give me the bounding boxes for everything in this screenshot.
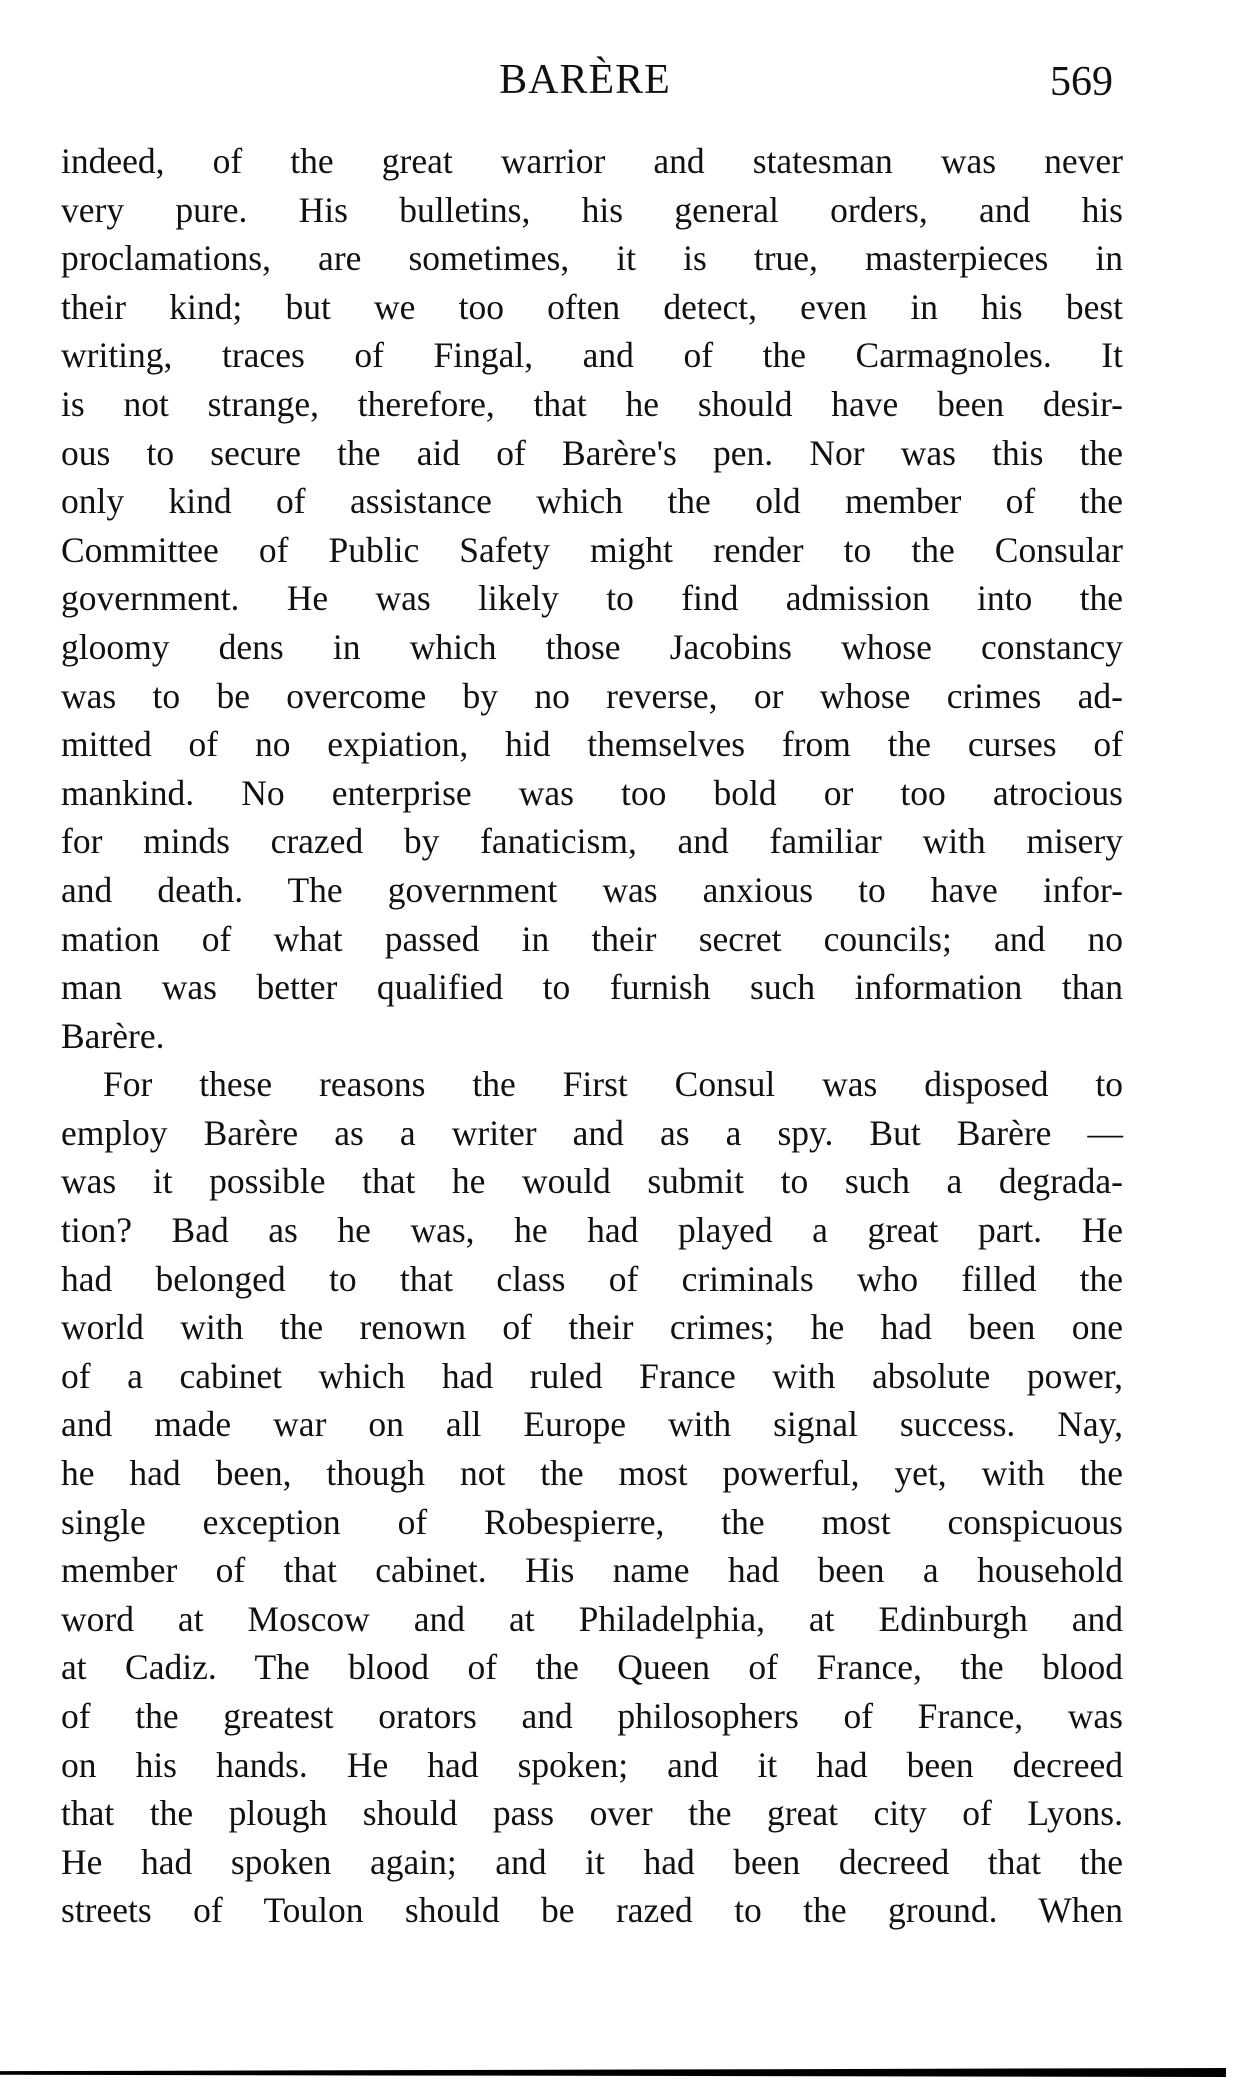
text-line: man was better qualified to furnish such information than	[61, 967, 1123, 1008]
text-line: world with the renown of their crimes; he had been one	[61, 1307, 1123, 1348]
page-number: 569	[1050, 59, 1113, 105]
running-head-title: BARÈRE	[499, 57, 671, 103]
text-line: for minds crazed by fanaticism, and familiar with misery	[61, 821, 1123, 862]
bottom-rule	[0, 2068, 1226, 2077]
text-line: mankind. No enterprise was too bold or too atrocious	[61, 772, 1123, 813]
text-line: is not strange, therefore, that he should have been desir-	[61, 383, 1123, 424]
text-line: gloomy dens in which those Jacobins whose constancy	[61, 626, 1123, 667]
text-line: indeed, of the great warrior and statesman was never	[61, 141, 1123, 181]
text-line: employ Barère as a writer and as a spy. But Barère —	[61, 1112, 1123, 1153]
text-line: For these reasons the First Consul was disposed to	[103, 1064, 1123, 1105]
text-line: very pure. His bulletins, his general orders, and his	[61, 189, 1123, 230]
text-line: at Cadiz. The blood of the Queen of France, the blood	[61, 1647, 1123, 1688]
text-line: member of that cabinet. His name had been a household	[61, 1550, 1123, 1591]
text-line: he had been, though not the most powerful, yet, with the	[61, 1453, 1123, 1494]
text-line: He had spoken again; and it had been decreed that the	[61, 1841, 1123, 1882]
text-line: proclamations, are sometimes, it is true, masterpieces in	[61, 238, 1123, 279]
text-line: was to be overcome by no reverse, or whose crimes ad-	[61, 675, 1123, 716]
text-line: that the plough should pass over the great city of Lyons.	[61, 1793, 1123, 1834]
text-line: Barère.	[61, 1015, 165, 1056]
text-line: single exception of Robespierre, the most conspicuous	[61, 1501, 1123, 1542]
text-line: tion? Bad as he was, he had played a great part. He	[61, 1210, 1123, 1251]
text-line: had belonged to that class of criminals who filled the	[61, 1258, 1123, 1299]
text-line: and death. The government was anxious to have infor-	[61, 869, 1123, 910]
text-line: mitted of no expiation, hid themselves from the curses of	[61, 724, 1123, 765]
text-line: mation of what passed in their secret councils; and no	[61, 918, 1123, 959]
text-line: writing, traces of Fingal, and of the Carmagnoles. It	[61, 335, 1123, 376]
text-line: of a cabinet which had ruled France with absolute power,	[61, 1355, 1123, 1396]
text-line: and made war on all Europe with signal success. Nay,	[61, 1404, 1123, 1445]
text-line: only kind of assistance which the old member of the	[61, 481, 1123, 522]
text-line: Committee of Public Safety might render to the Consular	[61, 529, 1123, 570]
text-line: on his hands. He had spoken; and it had been decreed	[61, 1744, 1123, 1785]
text-line: streets of Toulon should be razed to the ground. When	[61, 1890, 1123, 1931]
text-line: was it possible that he would submit to such a degrada-	[61, 1161, 1123, 1202]
text-line: ous to secure the aid of Barère's pen. Nor was this the	[61, 432, 1123, 473]
text-line: word at Moscow and at Philadelphia, at Edinburgh and	[61, 1598, 1123, 1639]
text-line: government. He was likely to find admission into the	[61, 578, 1123, 619]
text-line: their kind; but we too often detect, even in his best	[61, 286, 1123, 327]
text-line: of the greatest orators and philosophers of France, was	[61, 1696, 1123, 1736]
body-text	[61, 137, 1123, 1935]
